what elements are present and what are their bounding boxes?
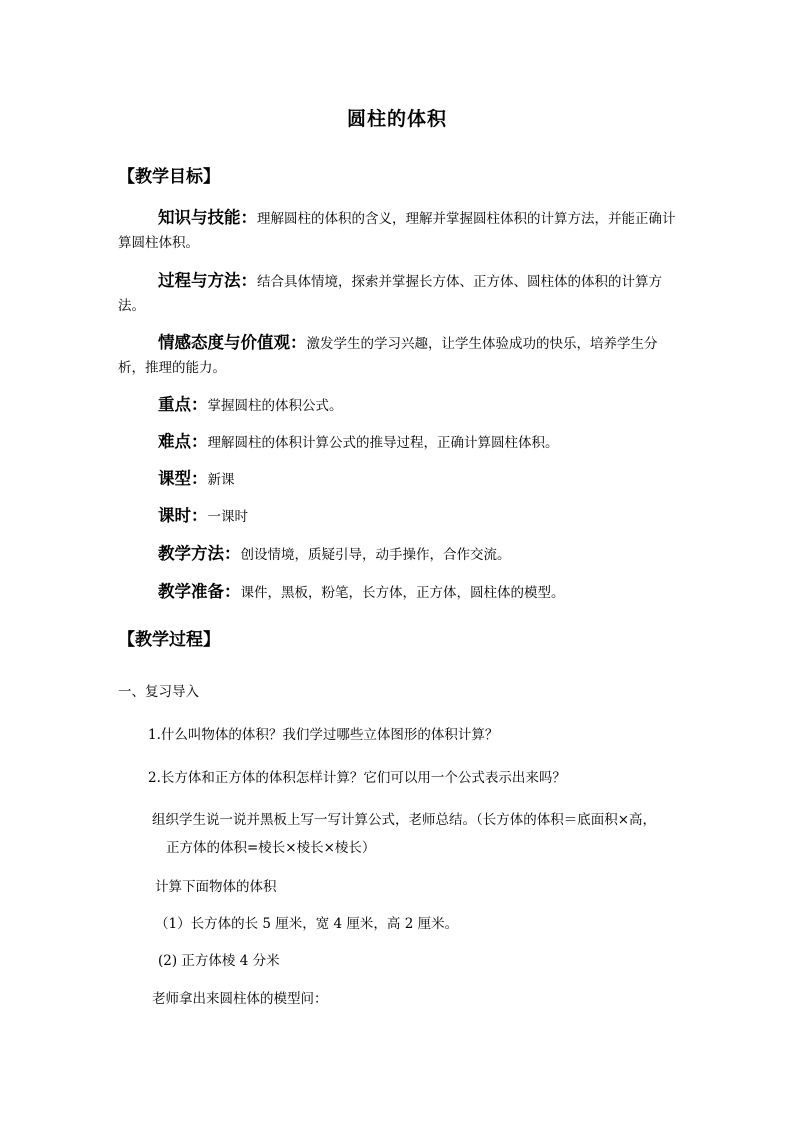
calc-intro: 计算下面物体的体积 [155,879,277,895]
calc-item-2: (2) 正方体棱 4 分米 [158,953,280,969]
document-title: 圆柱的体积 [346,108,447,130]
section-review: 一、复习导入 [118,684,199,700]
goal-label: 重点： [158,395,208,414]
goal-lesson-time [118,504,678,529]
goal-lesson-type [118,467,678,492]
goal-label: 课时： [158,506,208,525]
organize-line-2: 正方体的体积=棱长×棱长×棱长） [166,840,376,856]
organize-line-1: 组织学生说一说并黑板上写一写计算公式，老师总结。（长方体的体积＝底面积×高， [152,812,657,828]
goal-teaching-prep [118,580,678,605]
goal-label: 教学准备： [158,582,241,601]
goal-difficulty [118,430,678,455]
goal-text: 激发学生的学习兴趣，让学生体验成功的快乐，培养学生分析，推理的能力。 [118,336,658,376]
goal-text: 掌握圆柱的体积公式。 [207,398,343,414]
goal-label: 情感态度与价值观： [158,333,307,352]
goal-text: 创设情境，质疑引导，动手操作，合作交流。 [240,547,511,563]
goal-text: 理解圆柱的体积计算公式的推导过程，正确计算圆柱体积。 [207,435,559,451]
process-header: 【教学过程】 [118,630,220,650]
calc-item-1: （1）长方体的长 5 厘米，宽 4 厘米，高 2 厘米。 [155,916,459,932]
goal-label: 过程与方法： [158,271,257,290]
goal-label: 知识与技能： [158,208,257,227]
goals-header: 【教学目标】 [118,167,220,187]
goal-process [118,269,678,318]
goal-text: 一课时 [207,509,248,525]
goal-teaching-method [118,542,678,567]
goal-label: 课型： [158,469,208,488]
goal-label: 教学方法： [158,544,241,563]
goal-text: 结合具体情境，探索并掌握长方体、正方体、圆柱体的体积的计算方法。 [118,274,662,314]
review-question-1: 1.什么叫物体的体积？我们学过哪些立体图形的体积计算？ [148,727,499,743]
goal-text: 课件，黑板，粉笔，长方体，正方体，圆柱体的模型。 [240,585,565,601]
goal-text: 理解圆柱的体积的含义，理解并掌握圆柱体积的计算方法，并能正确计算圆柱体积。 [118,211,676,251]
goal-knowledge [118,206,678,255]
goal-key-point [118,393,678,418]
goal-attitude [118,331,678,380]
review-question-2: 2.长方体和正方体的体积怎样计算？它们可以用一个公式表示出来吗？ [148,770,566,786]
goal-text: 新课 [207,472,235,488]
teacher-question: 老师拿出来圆柱体的模型问： [152,991,328,1007]
goal-label: 难点： [158,432,208,451]
